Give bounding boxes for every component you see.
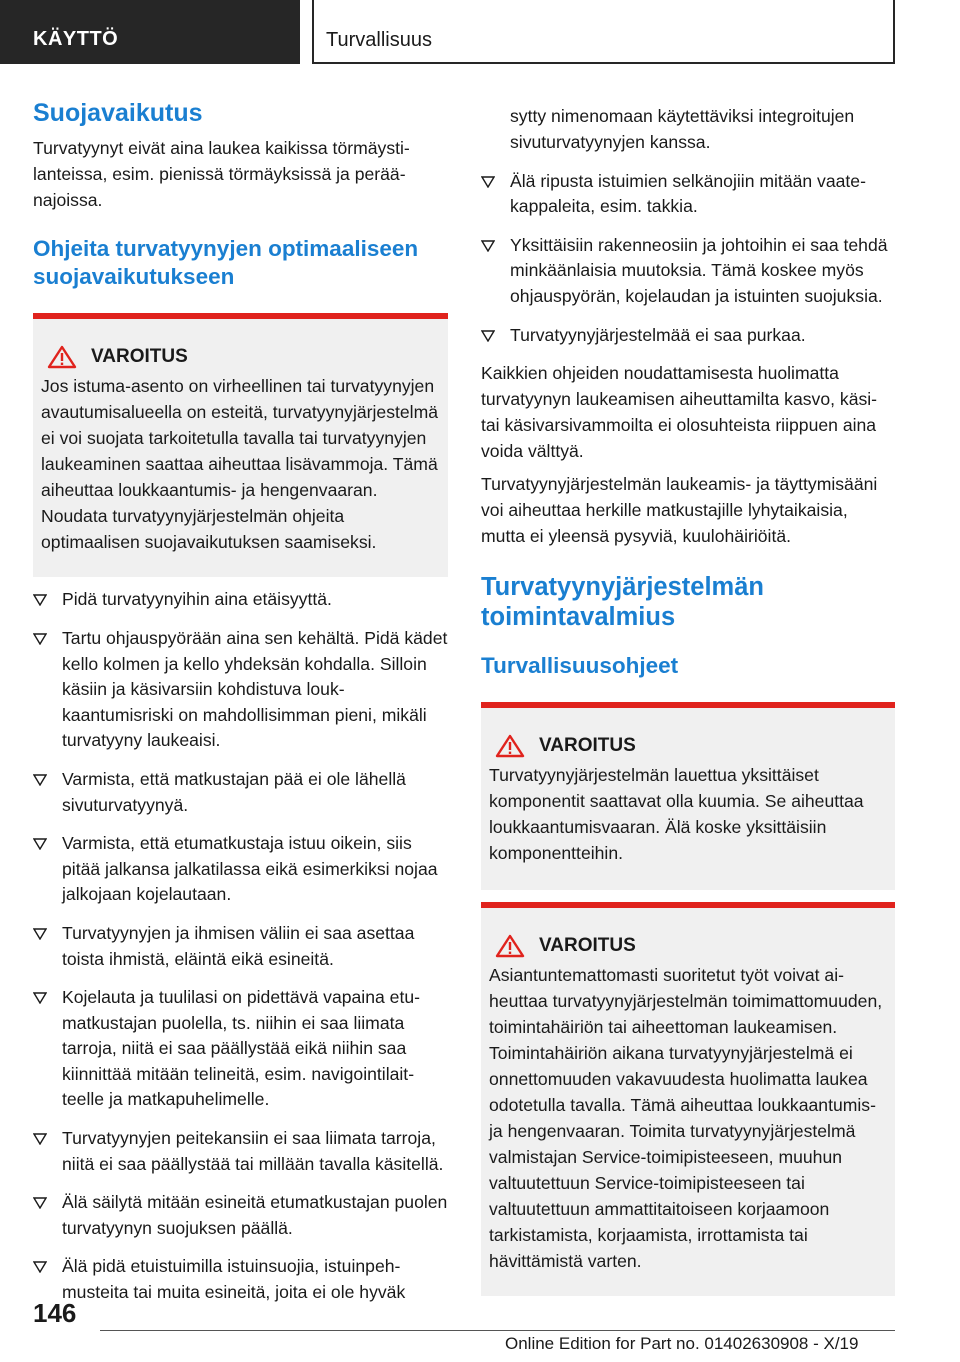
list-item: Yksittäisiin rakenneosiin ja johtoihin ei saa tehdä minkäänlaisia muutoksia. Tämä koskee myös ohjauspyörän, kojelaudan ja istuinten suojuksia. — [481, 233, 895, 310]
heading-ohjeita: Ohjeita turvatyynyjen optimaaliseen suojavaikutukseen — [33, 236, 419, 290]
header-chapter-label: Turvallisuus — [326, 29, 432, 51]
header-chapter-box — [312, 0, 895, 64]
warning-triangle-icon — [495, 734, 525, 758]
triangle-bullet-icon — [33, 633, 47, 645]
warning-box-1 — [481, 702, 895, 890]
header-section-label: KÄYTTÖ — [33, 28, 119, 50]
triangle-bullet-icon — [33, 774, 47, 786]
warning-text: Turvatyynyjärjestelmän lauettua yksittäiset komponentit saattavat olla kuumia. Se aiheuttaa loukkaantumisvaaran. Älä koske yksittäisiin komponentteihin. — [489, 764, 864, 863]
triangle-bullet-icon — [33, 838, 47, 850]
list-item: Älä pidä etuistuimilla istuinsuojia, istuinpehmusteita tai muita esineitä, joita ei ole hyväk — [33, 1254, 448, 1305]
list-item: Älä ripusta istuimien selkänojiin mitään vaatekappaleita, esim. takkia. — [481, 169, 895, 220]
list-item: Varmista, että etumatkustaja istuu oikein, siis pitää jalkansa jalkatilassa eikä esimerkiksi nojaa jalkojaan kojelautaan. — [33, 831, 448, 908]
warning-box — [33, 313, 448, 577]
triangle-bullet-icon — [33, 1197, 47, 1209]
triangle-bullet-icon — [481, 330, 495, 342]
warning-text: Jos istuma-asento on virheellinen tai turvatyynyjen avautumisalueella on esteitä, turvatyynyjärjestelmä ei voi suojata tarkoitetulla tavalla tai turvatyynyjen laukeaminen saattaa aiheuttaa lisävammoja. Tämä aiheuttaa loukkaantumis- ja hengenvaaran. Noudata turvatyynyjärjestelmän ohjeita optimaalisen suojavaikutuksen saamiseksi. — [41, 376, 439, 553]
triangle-bullet-icon — [33, 1133, 47, 1145]
warning-title: VAROITUS — [539, 734, 636, 756]
heading-toimintavalmius: Turvatyynyjärjestelmän toimintavalmius — [481, 572, 764, 631]
heading-turvallisuusohjeet: Turvallisuusohjeet — [481, 652, 679, 678]
warning-box-2 — [481, 902, 895, 1296]
list-item: Älä säilytä mitään esineitä etumatkustajan puolen turvatyynyn suojuksen päällä. — [33, 1190, 448, 1241]
list-item: Kojelauta ja tuulilasi on pidettävä vapaina etumatkustajan puolella, ts. niihin ei saa liimata tarroja, niitä ei saa päällystää eikä niihin saa kiinnittää mitään telineitä, esim. navigointilaitteelle ja matkapuhelimelle. — [33, 985, 448, 1113]
triangle-bullet-icon — [33, 928, 47, 940]
paragraph-suojavaikutus: Turvatyynyt eivät aina laukea kaikissa törmäystilanteissa, esim. pienissä törmäyksissä ja peräänajoissa. — [33, 138, 410, 210]
triangle-bullet-icon — [481, 176, 495, 188]
footer-rule — [100, 1330, 895, 1331]
list-item: Turvatyynyjärjestelmää ei saa purkaa. — [481, 323, 895, 349]
left-column — [33, 98, 448, 1319]
warning-title: VAROITUS — [539, 934, 636, 956]
warning-triangle-icon — [495, 934, 525, 958]
footer-edition: Online Edition for Part no. 01402630908 - X/19 — [505, 1334, 859, 1353]
triangle-bullet-icon — [33, 1261, 47, 1273]
triangle-bullet-icon — [33, 992, 47, 1004]
heading-suojavaikutus: Suojavaikutus — [33, 99, 203, 127]
page-number: 146 — [33, 1298, 77, 1328]
continued-bullet-text: sytty nimenomaan käytettäviksi integroitujen sivuturvatyynyjen kanssa. — [510, 106, 855, 152]
triangle-bullet-icon — [481, 240, 495, 252]
right-column — [481, 104, 895, 1296]
list-item: Turvatyynyjen peitekansiin ei saa liimata tarroja, niitä ei saa päällystää tai millään tavalla käsitellä. — [33, 1126, 448, 1177]
warning-title: VAROITUS — [91, 346, 188, 368]
bullet-list-left — [33, 587, 448, 1305]
list-item: Pidä turvatyynyihin aina etäisyyttä. — [33, 587, 448, 613]
header-section-tab — [0, 0, 300, 64]
warning-triangle-icon — [47, 345, 77, 369]
warning-text: Asiantuntemattomasti suoritetut työt voivat aiheuttaa turvatyynyjärjestelmän toimimattomuuden, toimintahäiriön tai aiheettoman laukeamisen. Toimintahäiriön aikana turvatyynyjärjestelmä ei onnettomuuden vakavuudesta huolimatta laukea odotetulla tavalla. Tämä aiheuttaa loukkaantumis- ja hengenvaaran. Toimita turvatyynyjärjestelmä valmistajan Service-toimipisteeseen, muuhun valtuutettuun Service-toimipisteeseen tai valtuutettuun ammattitaitoiseen korjaamoon tarkistamista, korjaamista, irrottamista tai hävittämistä varten. — [489, 964, 883, 1271]
paragraph-laukeamis: Turvatyynyjärjestelmän laukeamis- ja täyttymisääni voi aiheuttaa herkille matkustajille lyhytaikaisia, mutta ei yleensä pysyviä, kuulohäiriöitä. — [481, 474, 878, 546]
list-item: Varmista, että matkustajan pää ei ole lähellä sivuturvatyynyä. — [33, 767, 448, 818]
list-item: Tartu ohjauspyörään aina sen kehältä. Pidä kädet kello kolmen ja kello yhdeksän kohdalla. Silloin käsiin ja käsivarsiin kohdistuva loukkaantumisriski on mahdollisimman pieni, mikäli turvatyyny laukeaisi. — [33, 626, 448, 754]
bullet-list-right — [481, 169, 895, 349]
paragraph-kaikkien: Kaikkien ohjeiden noudattamisesta huolimatta turvatyynyn laukeamisen aiheuttamilta kasvo, käsi- tai käsivarsivammoilta ei olosuhteista riippuen aina voida välttyä. — [481, 363, 878, 461]
list-item: Turvatyynyjen ja ihmisen väliin ei saa asettaa toista ihmistä, eläintä eikä esineitä. — [33, 921, 448, 972]
triangle-bullet-icon — [33, 594, 47, 606]
